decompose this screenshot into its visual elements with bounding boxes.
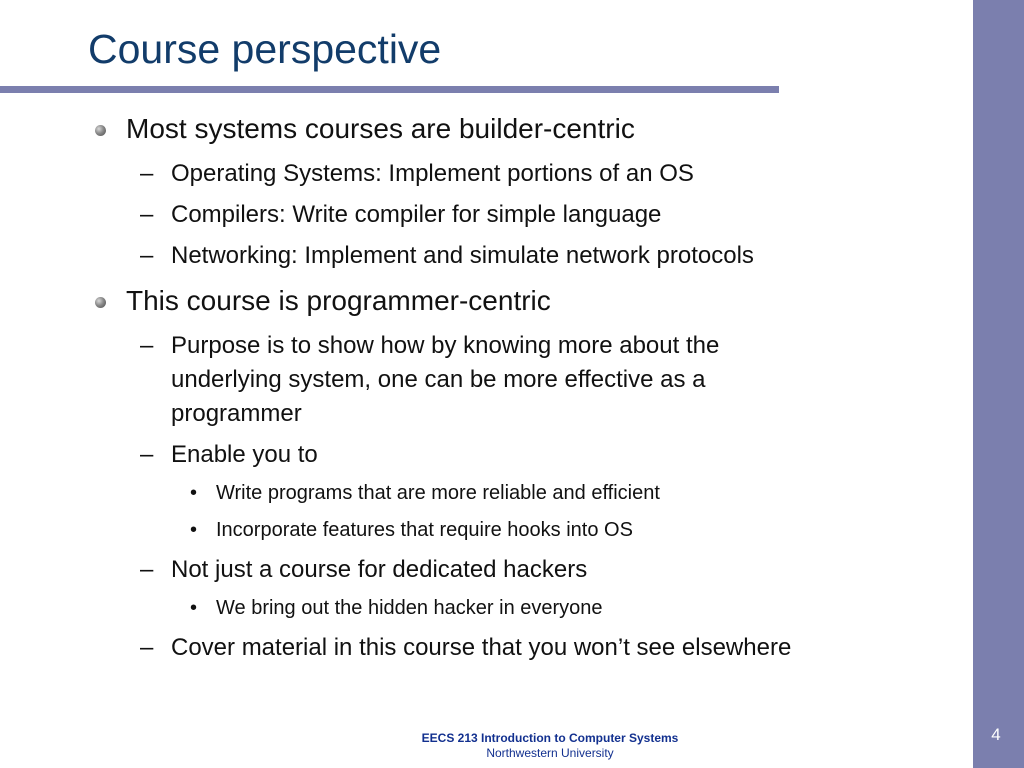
sub-bullet-cover-material: Cover material in this course that you won’t see elsewhere	[171, 634, 792, 661]
sphere-bullet-icon	[95, 297, 106, 308]
sphere-bullet-icon	[95, 125, 106, 136]
dot-bullet-icon: •	[190, 482, 198, 504]
dash-bullet-icon: –	[140, 201, 154, 228]
sub-bullet-operating-systems: Operating Systems: Implement portions of an OS	[171, 160, 694, 187]
bullet-builder-centric: Most systems courses are builder-centric	[126, 113, 635, 144]
sub-bullet-hackers: Not just a course for dedicated hackers	[171, 556, 588, 583]
sub-sub-bullet-hooks: Incorporate features that require hooks into OS	[216, 519, 633, 541]
bullet-programmer-centric: This course is programmer-centric	[126, 285, 551, 316]
dash-bullet-icon: –	[140, 160, 154, 187]
sub-bullet-compilers: Compilers: Write compiler for simple language	[171, 201, 662, 228]
right-accent-band	[973, 0, 1024, 768]
dash-bullet-icon: –	[140, 441, 154, 468]
slide-footer	[380, 731, 720, 761]
sub-bullet-purpose-line-2: underlying system, one can be more effective as a	[171, 366, 706, 393]
dot-bullet-icon: •	[190, 519, 198, 541]
sub-sub-bullet-reliable: Write programs that are more reliable and efficient	[216, 482, 660, 504]
footer-university: Northwestern University	[486, 746, 614, 760]
dash-bullet-icon: –	[140, 242, 154, 269]
slide-number: 4	[991, 725, 1001, 744]
dash-bullet-icon: –	[140, 332, 154, 359]
dot-bullet-icon: •	[190, 597, 198, 619]
dash-bullet-icon: –	[140, 556, 154, 583]
sub-bullet-networking: Networking: Implement and simulate network protocols	[171, 242, 754, 269]
sub-bullet-enable-you-to: Enable you to	[171, 441, 318, 468]
footer-course-name: EECS 213 Introduction to Computer Systems	[421, 731, 679, 745]
sub-bullet-purpose-line-3: programmer	[171, 400, 302, 427]
dash-bullet-icon: –	[140, 634, 154, 661]
sub-sub-bullet-hidden-hacker: We bring out the hidden hacker in everyone	[216, 597, 603, 619]
slide-title: Course perspective	[88, 26, 442, 72]
sub-bullet-purpose-line-1: Purpose is to show how by knowing more about the	[171, 332, 720, 359]
